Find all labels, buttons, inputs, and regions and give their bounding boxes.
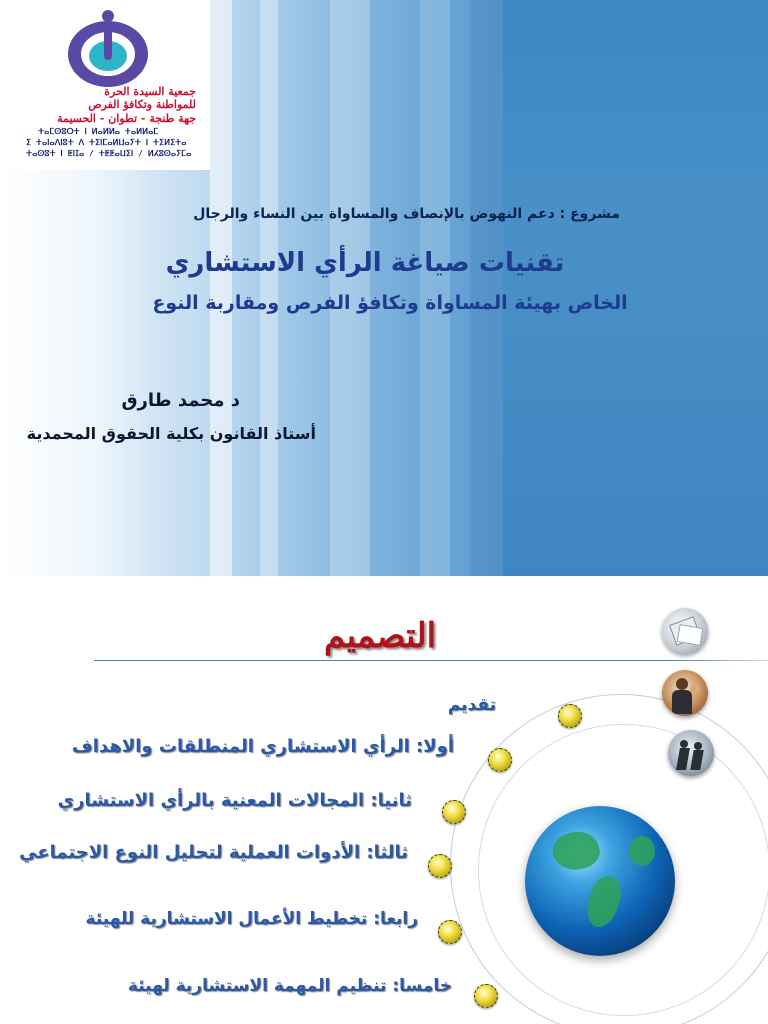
business-people-thumbnail-icon <box>668 730 714 776</box>
yellow-bullet-icon <box>438 920 462 944</box>
project-line: مشروع : دعم النهوض بالإنصاف والمساواة بين النساء والرجال <box>193 206 620 222</box>
plan-item-intro: تقديم <box>447 695 496 715</box>
tifinagh-line: ⵜⴰⵙⵓⵜ ⵏ ⵟⵏⵊⴰ / ⵜⵟⵟⴰⵡⵉⵏ / ⵍⵃⵓⵙⴰⵢⵎⴰ <box>26 149 192 158</box>
yellow-bullet-icon <box>474 984 498 1008</box>
association-tagline: للمواطنة وتكافؤ الفرص <box>88 98 196 111</box>
plan-item-1: أولا: الرأي الاستشاري المنطلقات والاهداف <box>71 736 454 757</box>
continent-shape <box>548 826 603 876</box>
plan-slide <box>0 576 768 1024</box>
yellow-bullet-icon <box>442 800 466 824</box>
yellow-bullet-icon <box>558 704 582 728</box>
background-stripe <box>330 0 370 576</box>
association-logo <box>0 0 210 170</box>
tifinagh-line: ⵉ ⵜⴰⵏⴰⴷⵏⵓⵜ ⴷ ⵜⵉⵏⵎⴰⵍⵡⴰⵢⵜ ⵏ ⵜⵉⵍⵉⵜⴰ <box>26 138 187 147</box>
right-blue-panel <box>503 0 768 576</box>
plan-item-4: رابعا: تخطيط الأعمال الاستشارية للهيئة <box>85 909 418 929</box>
globe-icon <box>525 806 675 956</box>
yellow-bullet-icon <box>428 854 452 878</box>
background-stripe <box>470 0 504 576</box>
people-thumbnail-icon <box>662 670 708 716</box>
slide-title: تقنيات صياغة الرأي الاستشاري <box>165 248 565 278</box>
background-stripe <box>210 0 232 576</box>
author-name: د محمد طارق <box>121 390 240 411</box>
association-name: جمعية السيدة الحرة <box>104 85 196 98</box>
tifinagh-line: ⵜⴰⵎⵙⵓⵔⵜ ⵏ ⵍⴰⵍⵍⴰ ⵜⴰⵍⵍⴰⵎ <box>38 127 159 136</box>
association-logo-icon <box>60 4 156 90</box>
documents-thumbnail-icon <box>662 608 708 654</box>
background-stripe <box>420 0 450 576</box>
title-divider <box>94 660 768 661</box>
author-role: أستاذ القانون بكلية الحقوق المحمدية <box>26 424 316 443</box>
continent-shape <box>629 836 655 866</box>
slide-subtitle: الخاص بهيئة المساواة وتكافؤ الفرص ومقاربة النوع <box>152 292 628 314</box>
plan-item-2: ثانيا: المجالات المعنية بالرأي الاستشاري <box>57 790 412 811</box>
plan-item-3: ثالثا: الأدوات العملية لتحليل النوع الاجتماعي <box>19 842 408 863</box>
yellow-bullet-icon <box>488 748 512 772</box>
background-stripe <box>260 0 278 576</box>
association-region: جهة طنجة - تطوان - الحسيمة <box>57 112 196 125</box>
plan-item-5: خامسا: تنظيم المهمة الاستشارية لهيئة <box>127 976 452 996</box>
plan-title: التصميم <box>323 616 437 656</box>
continent-shape <box>584 873 624 930</box>
